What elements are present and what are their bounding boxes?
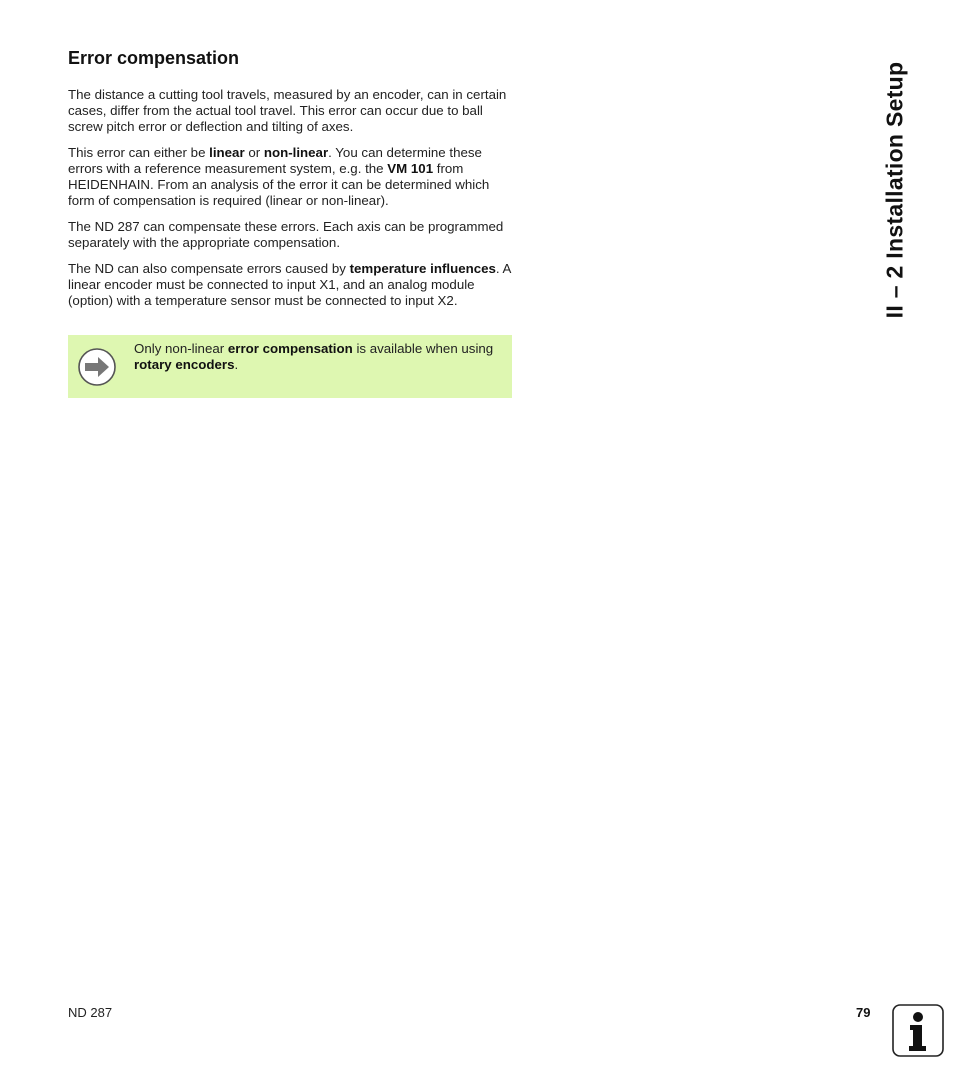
section-title: Error compensation (68, 48, 240, 68)
main-content (68, 48, 513, 319)
footer-product-name: ND 287 (68, 1005, 113, 1020)
paragraph-encoder-error: The distance a cutting tool travels, measured by an encoder, can in certain cases, differ from the actual tool travel. This error can occur due to ball screw pitch error or deflection and tilting of axes. (68, 87, 507, 134)
term-rotary-encoders: rotary encoders (134, 357, 235, 372)
paragraph-error-types: This error can either be linear or non-linear. You can determine these errors with a reference measurement system, e.g. the VM 101 from HEIDENHAIN. From an analysis of the error it can be determined which form of compensation is required (linear or non-linear). (68, 145, 490, 208)
term-temperature-influences: temperature influences (349, 261, 496, 276)
info-icon (892, 1004, 944, 1057)
note-text: Only non-linear error compensation is available when using rotary encoders. (134, 341, 494, 372)
term-linear: linear (209, 145, 245, 160)
note-box (68, 335, 512, 398)
term-error-compensation: error compensation (227, 341, 353, 356)
paragraph-temperature: The ND can also compensate errors caused by temperature influences. A linear encoder must be connected to input X1, and an analog module (option) with a temperature sensor must be connected to input X2. (68, 261, 511, 308)
term-non-linear: non-linear (263, 145, 329, 160)
arrow-right-icon (77, 347, 117, 387)
chapter-side-title-text: II – 2 Installation Setup (881, 61, 908, 319)
paragraph-compensation: The ND 287 can compensate these errors. Each axis can be programmed separately with the appropriate compensation. (68, 219, 504, 250)
term-vm101: VM 101 (387, 161, 434, 176)
page-number: 79 (856, 1005, 871, 1020)
